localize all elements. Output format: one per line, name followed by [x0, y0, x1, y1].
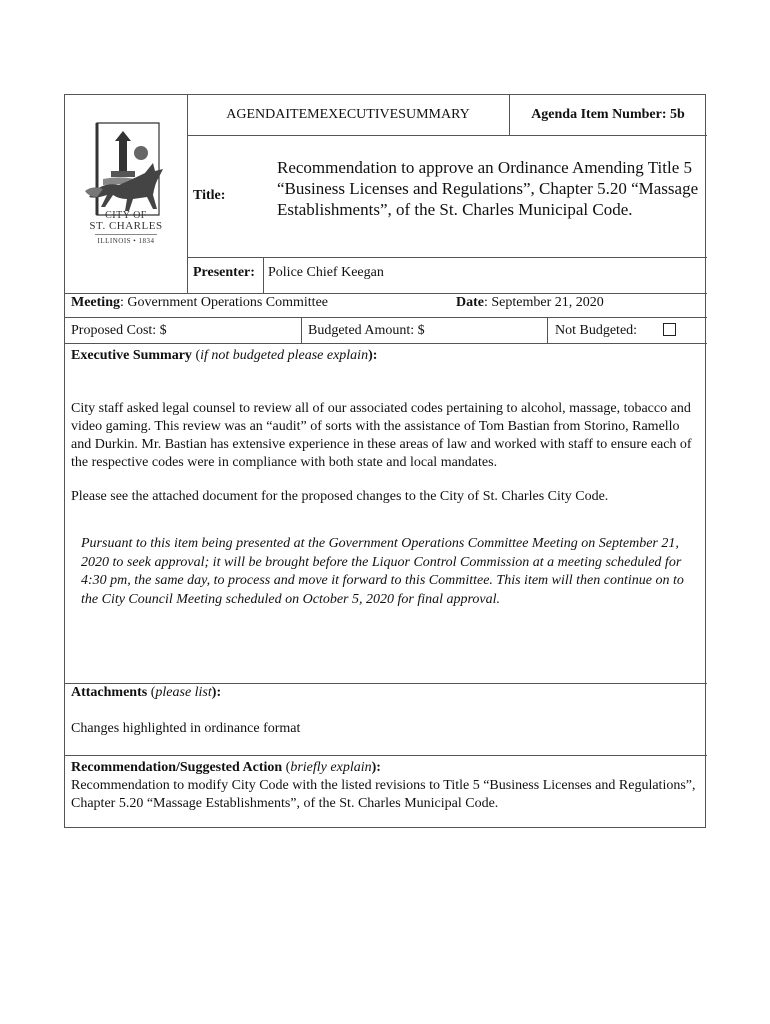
attach-heading-text: Attachments: [71, 685, 148, 700]
meeting-label: Meeting: [71, 295, 120, 310]
rec-hint-close: ):: [371, 760, 381, 775]
document-title: [187, 95, 509, 135]
not-budgeted-label: Not Budgeted:: [555, 323, 638, 338]
title-letter: E: [319, 107, 329, 122]
title-word: UMMARY: [405, 107, 470, 122]
agenda-summary-form: [64, 94, 706, 828]
divider: [263, 257, 264, 293]
rec-heading-text: Recommendation/Suggested Action: [71, 760, 283, 775]
divider: [301, 317, 302, 343]
presenter-value: Police Chief Keegan: [268, 265, 384, 280]
date-label: Date: [456, 295, 484, 310]
title-word: XECUTIVE: [328, 107, 399, 122]
meeting-value: : Government Operations Committee: [119, 295, 328, 310]
exec-hint: if not budgeted please explain: [200, 348, 369, 363]
divider: [65, 317, 707, 318]
divider: [65, 683, 707, 684]
divider: [65, 755, 707, 756]
divider: [187, 257, 707, 258]
title-letter: I: [285, 107, 291, 122]
agenda-item-number: Agenda Item Number: 5b: [531, 107, 685, 122]
executive-summary-heading: [71, 348, 377, 364]
title-letter: S: [398, 107, 406, 122]
title-letter: A: [226, 107, 237, 122]
budgeted-amount: Budgeted Amount: $: [308, 323, 425, 338]
title-text: Recommendation to approve an Ordinance Amending Title 5 “Business Licenses and Regulations”, Chapter 5.20 “Massage Establishments”, of the St. Charles Municipal Code.: [277, 158, 699, 219]
recommendation-heading: [71, 760, 381, 776]
date-value: : September 21, 2020: [484, 295, 604, 310]
exec-hint-open: (: [191, 348, 201, 363]
attachments-text: Changes highlighted in ordinance format: [71, 721, 301, 736]
attachments-heading: [71, 685, 221, 701]
exec-hint-close: ):: [368, 348, 378, 363]
divider: [65, 343, 707, 344]
city-logo: [65, 95, 187, 293]
title-word: TEM: [290, 107, 320, 122]
logo-city-name: ST. CHARLES: [89, 220, 163, 232]
proposed-cost: Proposed Cost: $: [71, 323, 167, 338]
attach-hint: please list: [155, 685, 212, 700]
divider: [547, 317, 548, 343]
title-word: GENDA: [236, 107, 286, 122]
title-label: Title:: [193, 188, 226, 203]
divider: [65, 293, 707, 294]
logo-divider: [95, 234, 157, 235]
exec-heading-text: Executive Summary: [71, 348, 192, 363]
executive-summary-paragraph: Please see the attached document for the proposed changes to the City of St. Charles City Code.: [71, 489, 609, 504]
rec-hint-open: (: [282, 760, 291, 775]
recommendation-text: Recommendation to modify City Code with the listed revisions to Title 5 “Business Licenses and Regulations”, Chapter 5.20 “Massage Establishments”, of the St. Charles Municipal Code.: [71, 778, 696, 811]
presenter-label: Presenter:: [193, 265, 255, 280]
executive-summary-paragraph: Pursuant to this item being presented at the Government Operations Committee Meeting on September 21, 2020 to seek approval; it will be brought before the Liquor Control Commission at a meeting scheduled for 4:30 pm, the same day, to process and move it forward to this Committee. This item will then continue on to the City Council Meeting scheduled on October 5, 2020 for final approval.: [81, 536, 684, 607]
not-budgeted-checkbox[interactable]: [663, 323, 676, 336]
attach-hint-close: ):: [211, 685, 222, 700]
date-field: [456, 295, 604, 311]
divider: [187, 135, 707, 136]
rec-hint: briefly explain: [290, 760, 372, 775]
executive-summary-paragraph: City staff asked legal counsel to review all of our associated codes pertaining to alcohol, massage, tobacco and video gaming. This review was an “audit” of sorts with the assistance of Tom Bastian from Storino, Ramello and Durkin. Mr. Bastian has extensive experience in these areas of law and worked with staff to ensure each of the respective codes were in compliance with both state and local mandates.: [71, 401, 692, 470]
attach-hint-open: (: [147, 685, 156, 700]
logo-state-line: ILLINOIS • 1834: [97, 237, 155, 245]
logo-city-of: CITY OF: [105, 210, 147, 221]
meeting-field: [71, 295, 328, 311]
